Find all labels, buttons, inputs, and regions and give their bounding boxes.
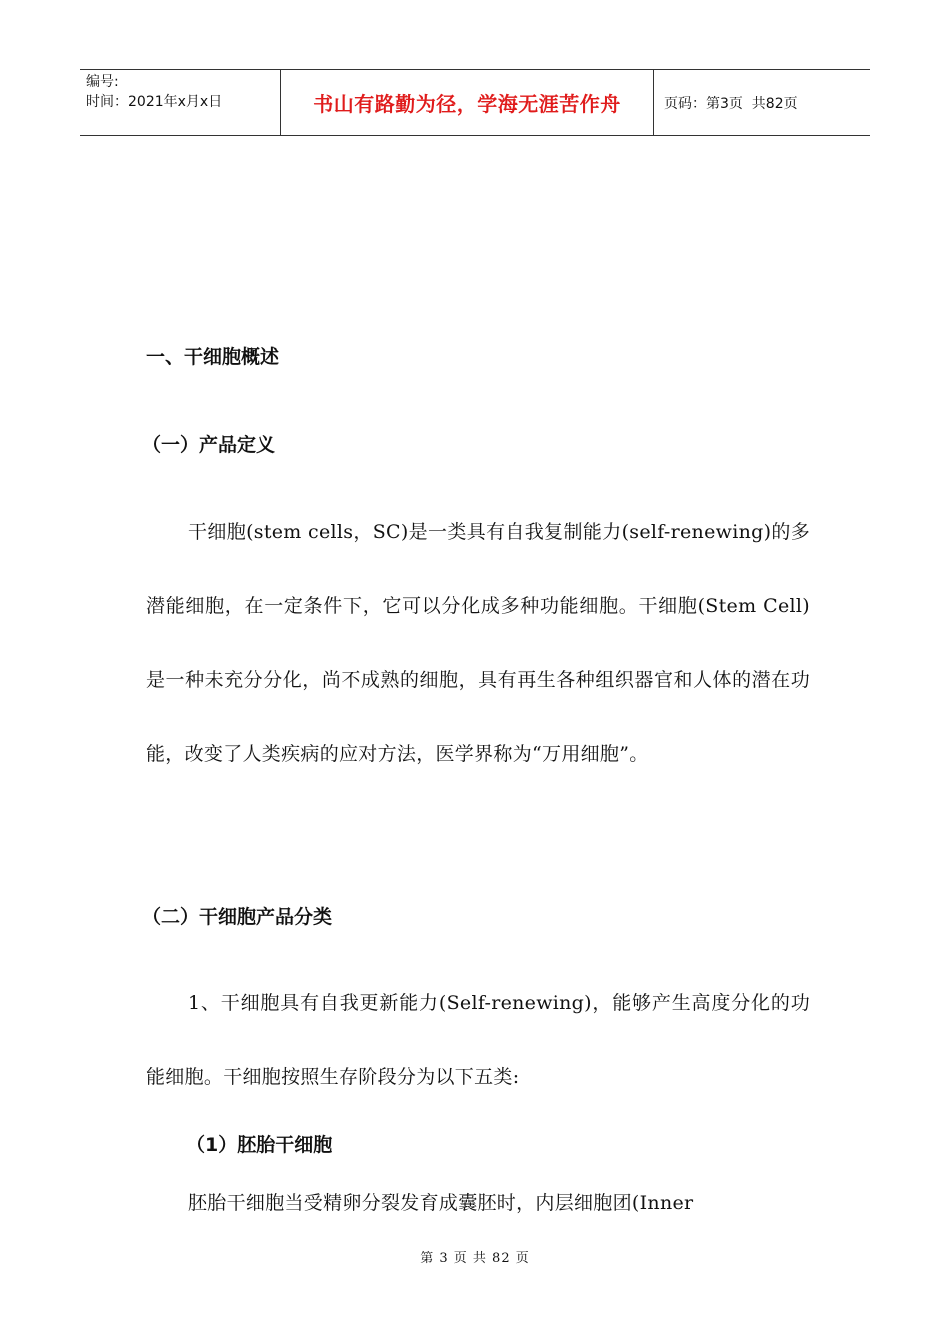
paragraph-embryonic: 胚胎干细胞当受精卵分裂发育成囊胚时，内层细胞团(Inner — [188, 1192, 694, 1214]
subsection-title-classification: （二）干细胞产品分类 — [142, 906, 333, 928]
header-page-info — [654, 70, 870, 135]
time-label: 时间：2021年x月x日 — [86, 94, 223, 110]
subsection-title-definition: （一）产品定义 — [142, 434, 276, 456]
paragraph-classification: 1、干细胞具有自我更新能力(Self-renewing)，能够产生高度分化的功能细胞。干细胞按照生存阶段分为以下五类: — [146, 992, 810, 1088]
number-label: 编号: — [86, 74, 119, 90]
page-footer: 第 3 页 共 82 页 — [420, 1251, 530, 1266]
header-meta — [80, 70, 281, 135]
page-header — [80, 69, 870, 136]
paragraph-definition: 干细胞(stem cells，SC)是一类具有自我复制能力(self-renewing)的多潜能细胞，在一定条件下，它可以分化成多种功能细胞。干细胞(Stem Cell)是一种未充分分化，尚不成熟的细胞，具有再生各种组织器官和人体的潜在功能，改变了人类疾病的应对方法，医学界称为“万用细胞”。 — [146, 521, 810, 765]
page-info-text: 页码：第3页 共82页 — [664, 95, 798, 112]
section-title: 一、干细胞概述 — [146, 346, 280, 368]
header-motto: 书山有路勤为径，学海无涯苦作舟 — [281, 70, 654, 135]
subsubsection-title-embryonic: （1）胚胎干细胞 — [186, 1134, 333, 1156]
